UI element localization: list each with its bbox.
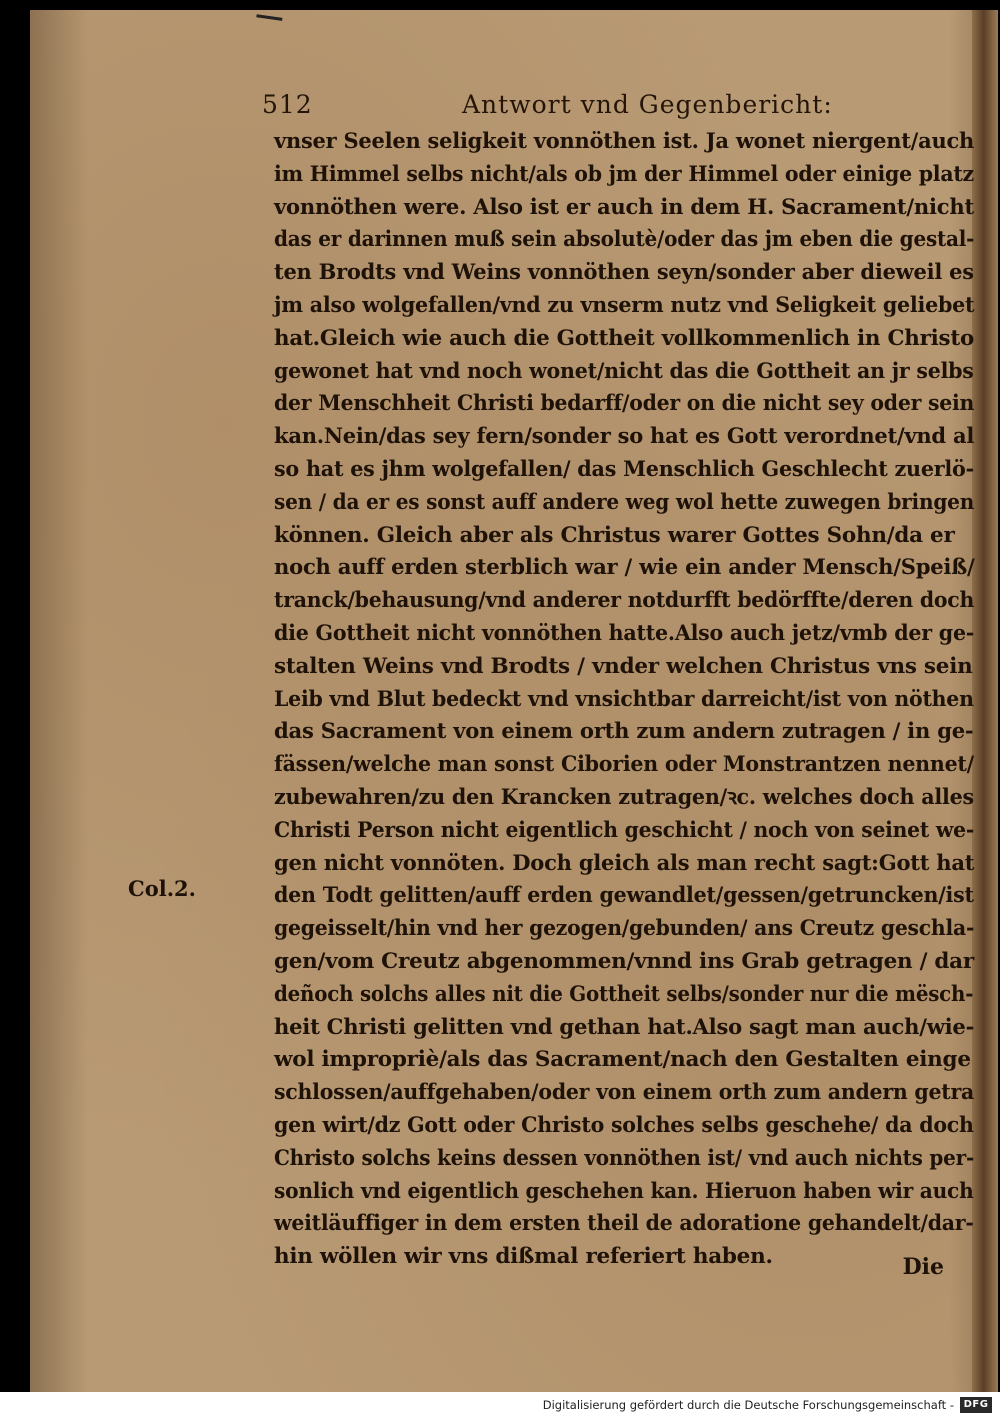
text-line: gen nicht vonnöten. Doch gleich als man recht sagt:Gott hat — [274, 850, 975, 876]
marginal-note: Col.2. — [128, 876, 196, 901]
text-line: so hat es jhm wolgefallen/ das Menschlich Geschlecht zuerlö- — [274, 456, 974, 482]
text-line: gen wirt/dz Gott oder Christo solches selbs geschehe/ da doch — [274, 1112, 974, 1138]
footer-bar — [0, 1392, 1000, 1419]
text-line: die Gottheit nicht vonnöthen hatte.Also auch jetz/vmb der ge- — [274, 620, 975, 646]
text-line: Christi Person nicht eigentlich geschicht / noch von seinet we- — [274, 817, 975, 843]
text-line: deñoch solchs alles nit die Gottheit selbs/sonder nur die mësch- — [274, 981, 974, 1007]
text-line: gewonet hat vnd noch wonet/nicht das die Gottheit an jr selbs — [274, 358, 974, 384]
text-line: kan.Nein/das sey fern/sonder so hat es Gott verordnet/vnd al — [274, 424, 975, 450]
funding-notice: Digitalisierung gefördert durch die Deutsche Forschungsgemeinschaft - — [542, 1398, 954, 1412]
text-line: wol impropriè/als das Sacrament/nach den Gestalten einge — [274, 1047, 971, 1073]
text-line: ten Brodts vnd Weins vonnöthen seyn/sonder aber dieweil es — [274, 260, 974, 286]
text-line: gen/vom Creutz abgenommen/vnnd ins Grab getragen / dar — [274, 948, 974, 974]
text-line: das Sacrament von einem orth zum andern zutragen / in ge- — [274, 719, 974, 745]
page-header — [262, 84, 982, 128]
ink-mark — [256, 14, 283, 27]
text-line: Leib vnd Blut bedeckt vnd vnsichtbar darreicht/ist von nöthen — [274, 686, 974, 712]
text-line: der Menschheit Christi bedarff/oder on die nicht sey oder sein — [274, 391, 975, 417]
text-line: vonnöthen were. Also ist er auch in dem H. Sacrament/nicht — [274, 194, 974, 220]
text-line: können. Gleich aber als Christus warer Gottes Sohn/da er — [274, 522, 955, 548]
text-line: sen / da er es sonst auff andere weg wol hette zuwegen bringen — [274, 489, 975, 515]
text-line: im Himmel selbs nicht/als ob jm der Himmel oder einige platz — [274, 161, 974, 187]
body-text — [274, 126, 974, 1274]
text-line: tranck/behausung/vnd anderer notdurfft bedörffte/deren doch — [274, 588, 975, 614]
text-line: heit Christi gelitten vnd gethan hat.Also sagt man auch/wie- — [274, 1014, 975, 1040]
text-line: den Todt gelitten/auff erden gewandlet/gessen/getruncken/ist — [274, 883, 974, 909]
text-line: sonlich vnd eigentlich geschehen kan. Hieruon haben wir auch — [274, 1178, 974, 1204]
text-line: stalten Weins vnd Brodts / vnder welchen Christus vns sein — [274, 653, 973, 679]
text-line: das er darinnen muß sein absolutè/oder das jm eben die gestal- — [274, 227, 975, 253]
dfg-logo: DFG — [960, 1397, 992, 1413]
book-page — [30, 10, 998, 1392]
text-line: gegeisselt/hin vnd her gezogen/gebunden/ ans Creutz geschla- — [274, 916, 975, 942]
text-line: noch auff erden sterblich war / wie ein ander Mensch/Speiß/ — [274, 555, 975, 581]
text-line: Christo solchs keins dessen vonnöthen ist/ vnd auch nichts per- — [274, 1145, 975, 1171]
page-edge — [972, 10, 998, 1392]
text-line: jm also wolgefallen/vnd zu vnserm nutz vnd Seligkeit geliebet — [274, 292, 975, 318]
text-line: hat.Gleich wie auch die Gottheit vollkommenlich in Christo — [274, 325, 975, 351]
running-title: Antwort vnd Gegenbericht: — [462, 90, 833, 119]
text-line: zubewahren/zu den Krancken zutragen/ꝛc. welches doch alles — [274, 784, 974, 810]
text-line: hin wöllen wir vns dißmal referiert haben. — [274, 1244, 773, 1270]
text-line: vnser Seelen seligkeit vonnöthen ist. Ja wonet niergent/auch — [274, 129, 975, 154]
catchword: Die — [902, 1254, 944, 1280]
text-line: weitläuffiger in dem ersten theil de adoratione gehandelt/dar- — [274, 1211, 974, 1237]
page-number: 512 — [262, 90, 313, 119]
text-line: fässen/welche man sonst Ciborien oder Monstrantzen nennet/ — [274, 752, 974, 778]
text-line: schlossen/auffgehaben/oder von einem orth zum andern getra — [274, 1080, 975, 1106]
